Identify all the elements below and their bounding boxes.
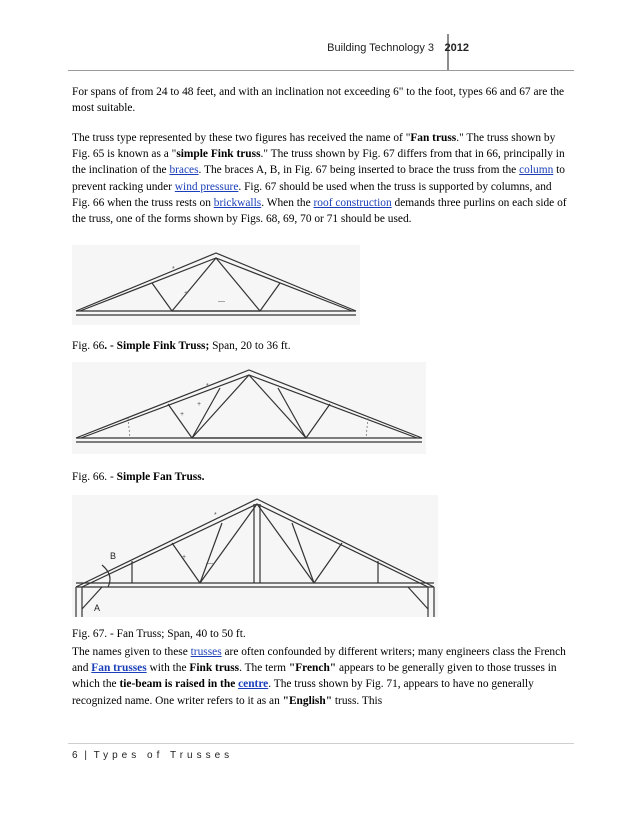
figure-caption-2	[72, 471, 205, 483]
page-footer	[72, 750, 233, 761]
text-run: with the	[146, 662, 190, 675]
footer-separator: |	[84, 750, 87, 761]
text-run: . Fig. 67 should be used when the truss is supported by columns, and Fig. 66 when the truss rests on	[72, 180, 552, 209]
link-wind-pressure[interactable]: wind pressure	[174, 180, 239, 193]
caption-bold: Simple Fan Truss.	[116, 471, 205, 483]
link-trusses[interactable]: trusses	[190, 646, 222, 658]
text-run: . The term	[239, 662, 289, 675]
bold-term-english: "English"	[282, 694, 333, 707]
svg-text:—: —	[206, 560, 213, 567]
link-brickwalls[interactable]: brickwalls	[213, 196, 262, 209]
bold-term-french: "French"	[288, 662, 337, 675]
fan-truss-column-drawing	[72, 495, 438, 617]
brace-label-a: A	[94, 603, 101, 613]
text-run: . The truss shown by Fig. 71, appears to have no generally recognized name. One writer refers to it as an	[72, 678, 534, 707]
header-title: Building Technology 3	[327, 42, 434, 54]
svg-text:+: +	[182, 554, 187, 561]
page-header	[68, 32, 574, 71]
text-run: The truss type represented by these two figures has received the name of "	[72, 132, 411, 144]
figure-simple-fan-truss	[72, 362, 426, 454]
footer-divider	[68, 743, 574, 744]
link-fan-trusses[interactable]: Fan trusses	[91, 662, 147, 675]
footer-page-number: 6	[72, 750, 78, 761]
link-column[interactable]: column	[519, 164, 554, 177]
svg-text:+: +	[197, 401, 202, 408]
text-run: appears to be generally given to those trusses in which the	[72, 662, 557, 691]
bold-term-tie-beam: tie-beam is raised in the	[119, 678, 239, 691]
text-run: . The braces A, B, in Fig. 67 being inserted to brace the truss from the	[198, 164, 520, 177]
svg-text:*: *	[172, 266, 175, 273]
caption-bold: . - Simple Fink Truss;	[104, 340, 210, 352]
link-braces[interactable]: braces	[169, 164, 199, 177]
bold-term-fink-truss: Fink truss	[189, 662, 240, 675]
text-run: demands three purlins on each side of the truss, one of the forms shown by Figs. 68, 69, 70 or 71 should be used.	[72, 196, 567, 226]
link-centre[interactable]: centre	[238, 678, 269, 691]
text-run: . When the	[261, 196, 314, 209]
link-roof-construction[interactable]: roof construction	[313, 196, 392, 209]
paragraph-truss-names	[72, 644, 568, 709]
paragraph-truss-types	[72, 130, 568, 227]
svg-text:*: *	[206, 383, 209, 390]
brace-label-b: B	[110, 551, 117, 561]
svg-text:+: +	[184, 290, 189, 297]
header-year: 2012	[444, 42, 469, 54]
figure-fan-truss-columns	[72, 495, 438, 617]
caption-text: Fig. 66	[72, 340, 105, 352]
figure-caption-1	[72, 340, 291, 352]
fink-truss-drawing	[72, 245, 360, 325]
footer-section-title: Types of Trusses	[93, 750, 234, 761]
text-run: ." The truss shown by Fig. 65 is known as a "	[72, 132, 556, 161]
caption-text: Fig. 67. - Fan Truss; Span, 40 to 50 ft.	[72, 628, 246, 640]
figure-simple-fink-truss	[72, 245, 360, 325]
bold-term-fan-truss: Fan truss	[410, 132, 457, 144]
text-run: ." The truss shown by Fig. 67 differs from that in 66, principally in the inclination of the	[72, 148, 565, 177]
figure-caption-3	[72, 628, 246, 640]
bold-term-simple-fink: simple Fink truss	[176, 148, 261, 161]
svg-text:+: +	[180, 411, 185, 418]
fan-truss-drawing	[72, 362, 426, 454]
svg-text:—: —	[218, 298, 225, 305]
text-run: to prevent racking under	[72, 164, 565, 193]
caption-text: Span, 20 to 36 ft.	[209, 340, 291, 352]
svg-text:*: *	[214, 512, 217, 519]
text-run: truss. This	[332, 694, 383, 707]
text-run: The names given to these	[72, 646, 191, 658]
text-run: are often confounded by different writers; many engineers class the French and	[72, 646, 566, 675]
caption-text: Fig. 66. -	[72, 471, 117, 483]
paragraph-spans: For spans of from 24 to 48 feet, and with an inclination not exceeding 6" to the foot, types 66 and 67 are the most suitable.	[72, 86, 565, 115]
